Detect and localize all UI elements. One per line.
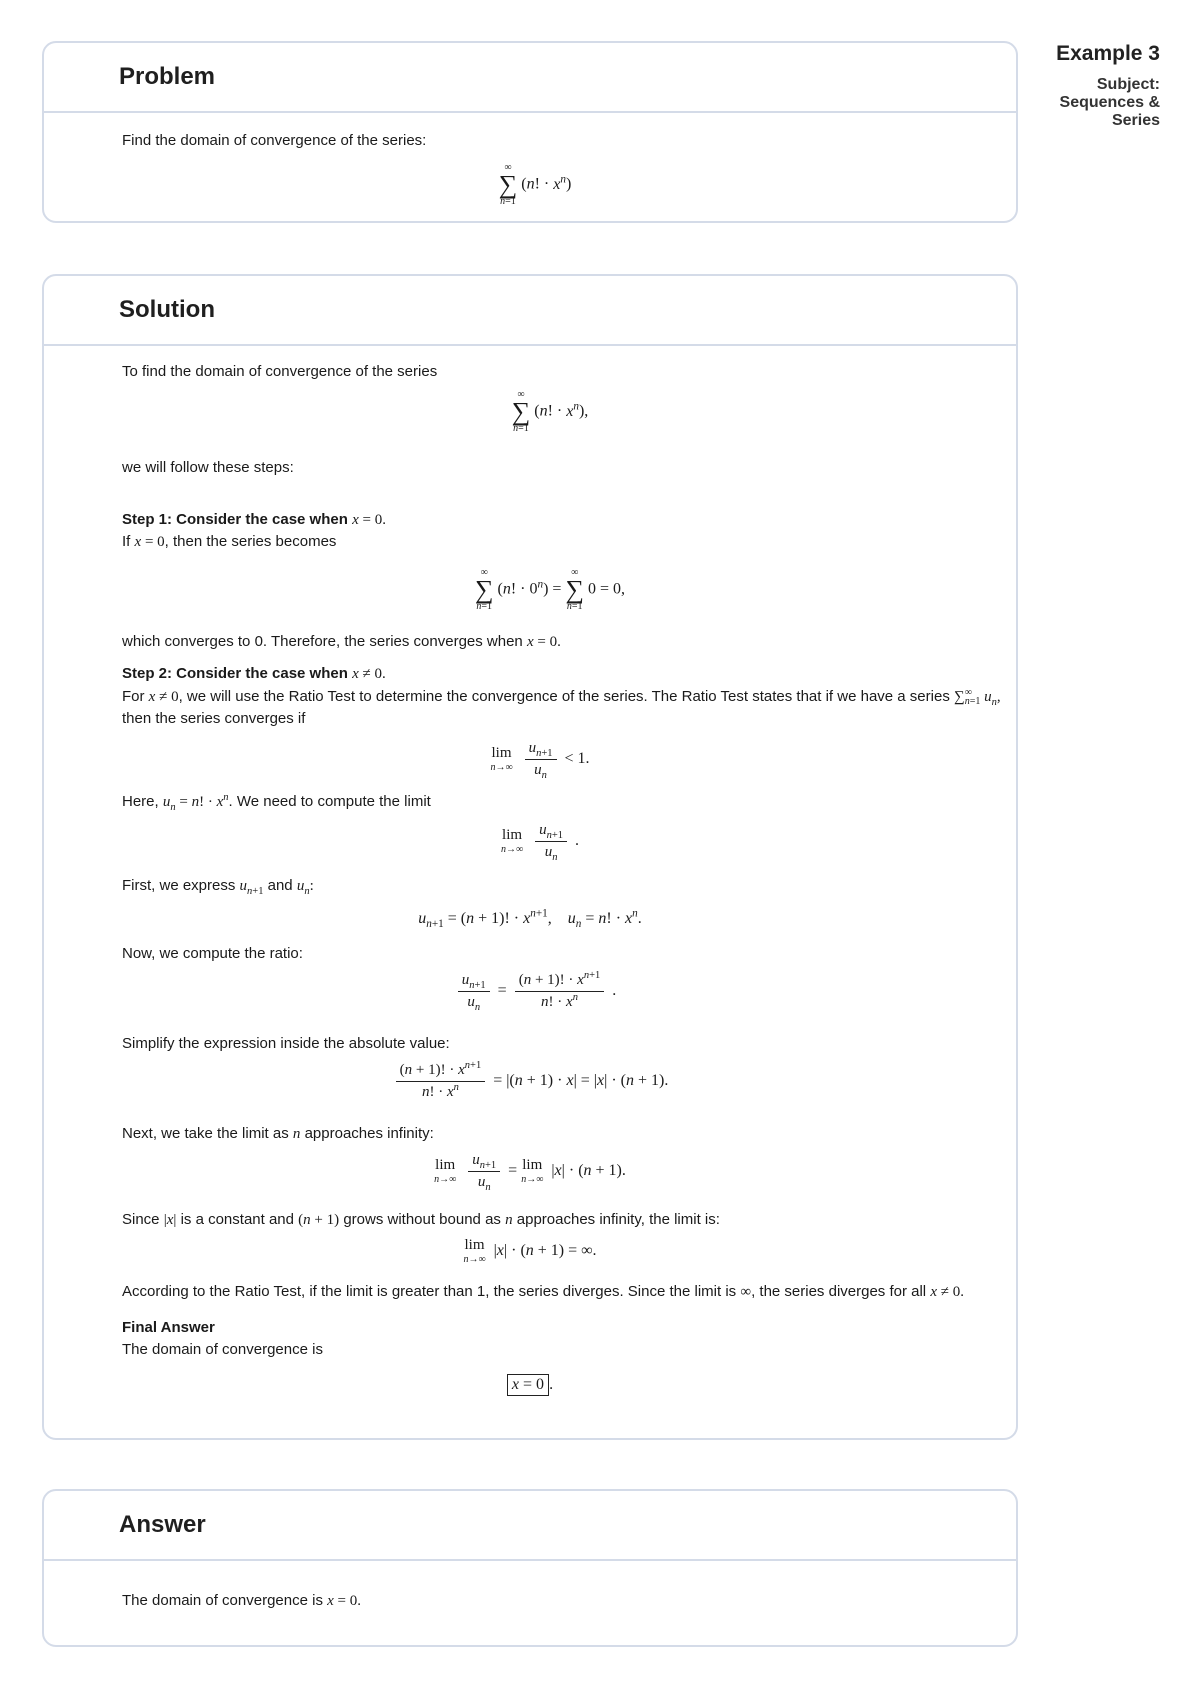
solution-title: Solution <box>119 296 215 323</box>
series-formula-2: ∞ ∑ n=1 (n! · $x^n$), <box>511 389 589 434</box>
problem-header <box>44 43 1016 113</box>
final-answer-text: The domain of convergence is <box>122 1341 323 1358</box>
step2-title: Step 2: Consider the case when x ≠ 0. <box>122 665 386 682</box>
answer-title: Answer <box>119 1511 206 1538</box>
follow-text: we will follow these steps: <box>122 459 294 476</box>
solution-card <box>42 274 1018 1440</box>
subject-label: Subject: Sequences & Series <box>1059 76 1160 129</box>
step1-formula: ∞ ∑ n=1 (n! · $0^n$) = ∞ ∑ n=1 0 = 0, <box>474 567 626 612</box>
problem-title: Problem <box>119 63 216 90</box>
ratio-limit-formula: lim n→∞ $\frac{u_{n+1}}{u_n}$ < 1. <box>490 740 590 781</box>
final-answer-title: Final Answer <box>122 1319 215 1336</box>
problem-statement: Find the domain of convergence of the series: <box>122 132 427 149</box>
answer-card <box>42 1489 1018 1647</box>
step1-conclusion: which converges to 0. Therefore, the series converges when x = 0. <box>122 633 561 650</box>
solution-header <box>44 276 1016 346</box>
terms-formula: $u_{n+1} = (n + 1)$! · $x^{n+1}$, $u_n = n$! · $x^n$. <box>418 907 642 931</box>
step1-title: Step 1: Consider the case when x = 0. <box>122 511 386 528</box>
example-sidebar <box>1010 42 1160 130</box>
compute-ratio-text: Now, we compute the ratio: <box>122 945 303 962</box>
simplify-formula: $\frac{(n + 1)! \cdot x^{n+1}}{n! \cdot x^n}$ = |(n + 1) · x| = |x| · (n + 1). <box>44 1062 1016 1101</box>
here-text: Here, $u_n = n$! · $x^n$. We need to compute the limit <box>122 792 431 813</box>
final-answer-formula: x = 0 . <box>44 1374 1016 1396</box>
limit-formula: lim n→∞ $\frac{u_{n+1}}{u_n}$ . <box>500 822 580 863</box>
ratio-test-conclusion: According to the Ratio Test, if the limit is greater than 1, the series diverges. Since the limit is ∞, the series diverges for all x ≠ 0. <box>122 1283 964 1300</box>
step2-text: For x ≠ 0, we will use the Ratio Test to determine the convergence of the series. The Ratio Test states that if we have a series ∑ ∞ n=1 $u_n$, <box>122 687 1001 708</box>
limit-result-formula: lim n→∞ $\frac{u_{n+1}}{u_n}$ = lim n→∞ |x| · (n + 1). <box>434 1152 626 1193</box>
step1-text: If x = 0, then the series becomes <box>122 533 337 550</box>
express-text: First, we express $u_{n+1}$ and $u_n$: <box>122 877 314 897</box>
infinity-formula: lim n→∞ |x| · (n + 1) = ∞. <box>463 1237 597 1265</box>
answer-text: The domain of convergence is x = 0. <box>122 1592 362 1609</box>
example-label: Example 3 <box>1056 42 1160 65</box>
since-text: Since |x| is a constant and (n + 1) grows without bound as n approaches infinity, the limit is: <box>122 1211 720 1228</box>
step2-text2: then the series converges if <box>122 710 306 727</box>
ratio-formula: $\frac{u_{n+1}}{u_n}$ = $\frac{(n + 1)! \cdot x^{n+1}}{n! \cdot x^n}$ . <box>54 972 1016 1011</box>
next-limit-text: Next, we take the limit as n approaches infinity: <box>122 1125 434 1142</box>
simplify-text: Simplify the expression inside the absolute value: <box>122 1035 450 1052</box>
answer-header <box>44 1491 1016 1561</box>
intro-text: To find the domain of convergence of the series <box>122 363 438 380</box>
series-formula: ∞ ∑ n=1 (n! · $x^n$) <box>498 162 572 207</box>
problem-card <box>42 41 1018 223</box>
